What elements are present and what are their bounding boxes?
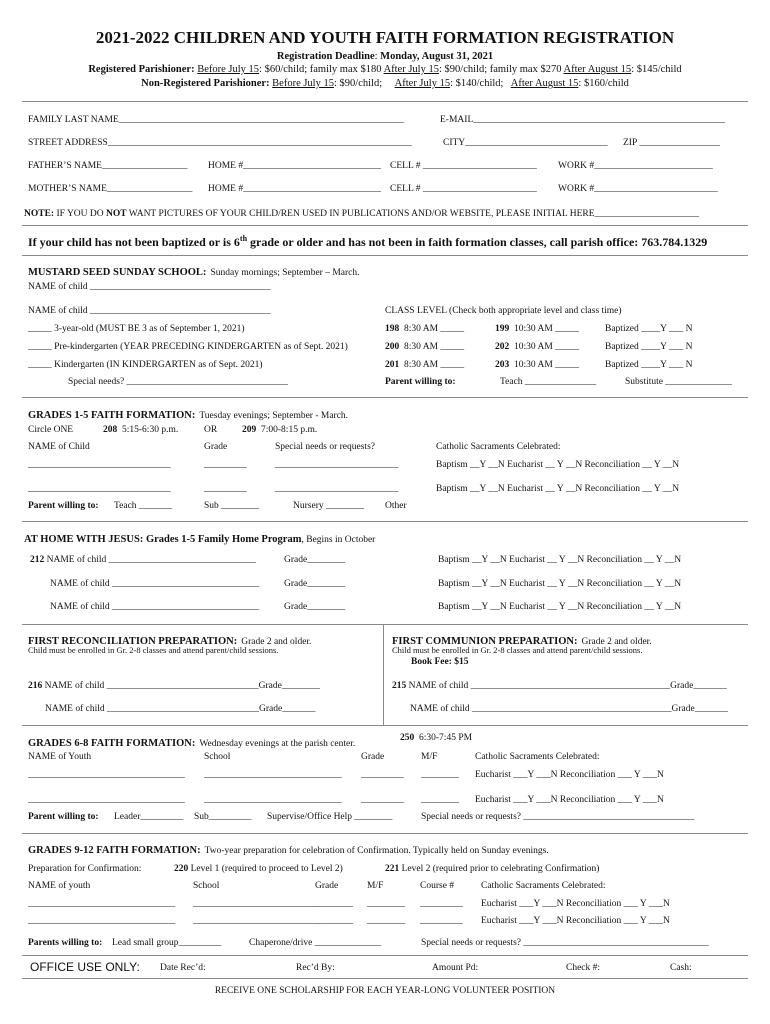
name-of-child-header: NAME of Child [28, 442, 90, 452]
divider [22, 978, 748, 979]
reconciliation-child-1[interactable]: 216 NAME of child ________________________________Grade________ [28, 681, 320, 691]
sacraments-header: Catholic Sacraments Celebrated: [475, 752, 600, 762]
divider [22, 225, 748, 226]
session-209[interactable]: 209 7:00-8:15 p.m. [242, 425, 318, 435]
g912-special-needs-field[interactable]: Special needs or requests? _______________________________________ [421, 938, 709, 948]
circle-one-label: Circle ONE [28, 425, 74, 435]
g912-grade-2[interactable]: ________ [315, 916, 353, 926]
at-home-heading: AT HOME WITH JESUS: Grades 1-5 Family Home Program, Begins in October [24, 534, 376, 545]
communion-child-2[interactable]: NAME of child __________________________________________Grade_______ [410, 704, 728, 714]
divider [22, 725, 748, 726]
zip-field[interactable]: ZIP _________________ [623, 138, 721, 148]
email-field[interactable]: E-MAIL_____________________________________________________ [440, 115, 725, 125]
cash-field[interactable]: Cash: [670, 963, 692, 973]
father-cell-phone-field[interactable]: CELL # ________________________ [390, 161, 537, 171]
mf-header: M/F [367, 881, 384, 891]
mustard-child-name-1[interactable]: NAME of child ______________________________________ [28, 282, 271, 292]
g912-youth-name-2[interactable]: _______________________________ [28, 916, 176, 926]
g68-special-needs-field[interactable]: Special needs or requests? ____________________________________ [421, 812, 695, 822]
g15-teach-field[interactable]: Teach _______ [114, 501, 173, 511]
g68-youth-name-2[interactable]: _________________________________ [28, 795, 185, 805]
photo-consent-note[interactable]: NOTE: IF YOU DO NOT WANT PICTURES OF YOUR CHILD/REN USED IN PUBLICATIONS AND/OR WEBSITE, PLEASE INITIAL HERE______________________ [24, 209, 700, 219]
athome-child-1[interactable]: 212 NAME of child _______________________________ [30, 555, 256, 565]
sacraments-header: Catholic Sacraments Celebrated: [481, 881, 606, 891]
g68-school-2[interactable]: _____________________________ [204, 795, 342, 805]
g15-grade-1[interactable]: _________ [204, 460, 247, 470]
communion-child-1[interactable]: 215 NAME of child __________________________________________Grade_______ [392, 681, 727, 691]
father-work-phone-field[interactable]: WORK #_________________________ [558, 161, 713, 171]
received-by-field[interactable]: Rec’d By: [296, 963, 335, 973]
divider [22, 955, 748, 956]
g15-special-1[interactable]: __________________________ [275, 460, 399, 470]
baptized-yn-3[interactable]: Baptized ____Y ___ N [605, 360, 693, 370]
reconciliation-description: Child must be enrolled in Gr. 2-8 classes and attend parent/child sessions. [28, 645, 279, 655]
g68-school-1[interactable]: _____________________________ [204, 770, 342, 780]
baptized-yn-2[interactable]: Baptized ____Y ___ N [605, 342, 693, 352]
divider [22, 101, 748, 102]
mf-header: M/F [421, 752, 438, 762]
athome-grade-1[interactable]: Grade________ [284, 555, 346, 565]
divider [22, 255, 748, 256]
g15-sub-field[interactable]: Sub ________ [204, 501, 260, 511]
mother-cell-phone-field[interactable]: CELL # ________________________ [390, 184, 537, 194]
g68-sub-field[interactable]: Sub_________ [194, 812, 252, 822]
level-220[interactable]: 220 Level 1 (required to proceed to Level 2) [174, 864, 343, 874]
mustard-seed-heading: MUSTARD SEED SUNDAY SCHOOL: Sunday mornings; September – March. [28, 267, 360, 278]
g15-nursery-field[interactable]: Nursery ________ [293, 501, 364, 511]
amount-paid-field[interactable]: Amount Pd: [432, 963, 479, 973]
class-202[interactable]: 202 10:30 AM _____ [495, 342, 579, 352]
g912-mf-2[interactable]: ________ [367, 916, 405, 926]
g68-mf-2[interactable]: ________ [421, 795, 459, 805]
g912-parents-willing-label: Parents willing to: [28, 938, 103, 948]
registration-deadline: Registration Deadline: Monday, August 31, 2021 [276, 51, 494, 62]
check-number-field[interactable]: Check #: [566, 963, 601, 973]
g912-course-2[interactable]: _________ [420, 916, 463, 926]
g68-grade-2[interactable]: _________ [361, 795, 404, 805]
g15-special-2[interactable]: __________________________ [275, 484, 399, 494]
communion-description: Child must be enrolled in Gr. 2-8 classes and attend parent/child sessions. [392, 645, 643, 655]
mustard-teach-field[interactable]: Teach _______________ [500, 377, 597, 387]
g15-sacraments-2[interactable]: Baptism __Y __N Eucharist __ Y __N Reconciliation __ Y __N [436, 484, 680, 494]
father-name-field[interactable]: FATHER’S NAME__________________ [28, 161, 188, 171]
divider [22, 521, 748, 522]
class-203[interactable]: 203 10:30 AM _____ [495, 360, 579, 370]
school-header: School [204, 752, 231, 762]
g68-youth-name-1[interactable]: _________________________________ [28, 770, 185, 780]
family-last-name-field[interactable]: FAMILY LAST NAME____________________________________________________________ [28, 115, 404, 125]
baptized-yn-1[interactable]: Baptized ____Y ___ N [605, 324, 693, 334]
g912-grade-1[interactable]: ________ [315, 899, 353, 909]
grade-header: Grade [361, 752, 385, 762]
course-header: Course # [420, 881, 455, 891]
athome-sacraments-2[interactable]: Baptism __Y __N Eucharist __ Y __N Reconciliation __ Y __N [438, 579, 682, 589]
grades-6-8-heading: GRADES 6-8 FAITH FORMATION: Wednesday evenings at the parish center. [28, 738, 356, 749]
g912-school-1[interactable]: ___________________________ [193, 899, 322, 909]
level-221[interactable]: 221 Level 2 (required prior to celebrating Confirmation) [385, 864, 600, 874]
special-needs-header: Special needs or requests? [275, 442, 375, 452]
athome-sacraments-1[interactable]: Baptism __Y __N Eucharist __ Y __N Reconciliation __ Y __N [438, 555, 682, 565]
divider [22, 624, 748, 625]
mother-home-phone-field[interactable]: HOME #_____________________________ [208, 184, 381, 194]
g68-supervise-field[interactable]: Supervise/Office Help ________ [267, 812, 393, 822]
g15-child-name-2[interactable]: ______________________________ [28, 484, 171, 494]
class-198[interactable]: 198 8:30 AM _____ [385, 324, 465, 334]
g68-parent-willing-label: Parent willing to: [28, 812, 99, 822]
father-home-phone-field[interactable]: HOME #_____________________________ [208, 161, 381, 171]
athome-grade-2[interactable]: Grade________ [284, 579, 346, 589]
scholarship-footer: RECEIVE ONE SCHOLARSHIP FOR EACH YEAR-LONG VOLUNTEER POSITION [214, 986, 556, 996]
reconciliation-child-2[interactable]: NAME of child ________________________________Grade_______ [45, 704, 316, 714]
g68-leader-field[interactable]: Leader_________ [114, 812, 184, 822]
session-250[interactable]: 250 6:30-7:45 PM [400, 733, 473, 743]
g15-parent-willing-label: Parent willing to: [28, 501, 99, 511]
g68-sacraments-2[interactable]: Eucharist ___Y ___N Reconciliation ___ Y ___N [475, 795, 664, 805]
grades-9-12-heading: GRADES 9-12 FAITH FORMATION: Two-year preparation for celebration of Confirmation. Typically held on Sunday evenings. [28, 845, 549, 856]
g912-youth-name-1[interactable]: _______________________________ [28, 899, 176, 909]
kindergarten-option[interactable]: _____ Kindergarten (IN KINDERGARTEN as of Sept. 2021) [28, 360, 263, 370]
class-level-label: CLASS LEVEL (Check both appropriate level and class time) [385, 306, 622, 316]
nonregistered-parishioner-fees: Non-Registered Parishioner: Before July 15: $90/child; After July 15: $140/child; After August 15: $160/child [141, 78, 629, 89]
page-title: 2021-2022 CHILDREN AND YOUTH FAITH FORMATION REGISTRATION [95, 28, 675, 47]
g15-other-field[interactable]: Other [385, 501, 407, 511]
baptism-notice: If your child has not been baptized or is 6th grade or older and has not been in faith formation classes, call parish office: 763.784.1329 [28, 234, 708, 249]
prekindergarten-option[interactable]: _____ Pre-kindergarten (YEAR PRECEDING KINDERGARTEN as of Sept. 2021) [28, 342, 348, 352]
g912-course-1[interactable]: _________ [420, 899, 463, 909]
mustard-special-needs-field[interactable]: Special needs? __________________________________ [68, 377, 289, 387]
athome-child-2[interactable]: NAME of child _______________________________ [50, 579, 260, 589]
grade-header: Grade [315, 881, 339, 891]
grades-1-5-heading: GRADES 1-5 FAITH FORMATION: Tuesday evenings; September - March. [28, 410, 349, 421]
book-fee: Book Fee: $15 [411, 657, 469, 667]
mustard-parent-willing-label: Parent willing to: [385, 377, 456, 387]
column-divider [383, 624, 384, 725]
communion-heading: FIRST COMMUNION PREPARATION: Grade 2 and older. [392, 636, 652, 647]
grade-header: Grade [204, 442, 228, 452]
mustard-child-name-2[interactable]: NAME of child ______________________________________ [28, 306, 271, 316]
session-208[interactable]: 208 5:15-6:30 p.m. [103, 425, 179, 435]
date-received-field[interactable]: Date Rec’d: [160, 963, 206, 973]
g912-school-2[interactable]: ___________________________ [193, 916, 322, 926]
sacraments-header: Catholic Sacraments Celebrated: [436, 442, 561, 452]
g912-mf-1[interactable]: ________ [367, 899, 405, 909]
name-of-youth-header: NAME of youth [28, 881, 91, 891]
city-field[interactable]: CITY______________________________ [443, 138, 608, 148]
g912-lead-small-group-field[interactable]: Lead small group_________ [112, 938, 222, 948]
g68-mf-1[interactable]: ________ [421, 770, 459, 780]
class-201[interactable]: 201 8:30 AM _____ [385, 360, 465, 370]
g68-sacraments-1[interactable]: Eucharist ___Y ___N Reconciliation ___ Y ___N [475, 770, 664, 780]
school-header: School [193, 881, 220, 891]
g15-grade-2[interactable]: _________ [204, 484, 247, 494]
divider [22, 397, 748, 398]
mustard-substitute-field[interactable]: Substitute ______________ [625, 377, 732, 387]
reconciliation-heading: FIRST RECONCILIATION PREPARATION: Grade 2 and older. [28, 636, 312, 647]
g15-sacraments-1[interactable]: Baptism __Y __N Eucharist __ Y __N Reconciliation __ Y __N [436, 460, 680, 470]
class-200[interactable]: 200 8:30 AM _____ [385, 342, 465, 352]
athome-grade-3[interactable]: Grade________ [284, 602, 346, 612]
g68-grade-1[interactable]: _________ [361, 770, 404, 780]
g912-sacraments-1[interactable]: Eucharist ___Y ___N Reconciliation ___ Y ___N [481, 899, 670, 909]
name-of-youth-header: NAME of Youth [28, 752, 92, 762]
g912-sacraments-2[interactable]: Eucharist ___Y ___N Reconciliation ___ Y ___N [481, 916, 670, 926]
class-199[interactable]: 199 10:30 AM _____ [495, 324, 579, 334]
athome-child-3[interactable]: NAME of child _______________________________ [50, 602, 260, 612]
divider [22, 833, 748, 834]
registered-parishioner-fees: Registered Parishioner: Before July 15: $60/child; family max $180 After July 15: $90/child; family max $270 After August 15: $145/child [88, 64, 682, 75]
or-label: OR [204, 425, 218, 435]
athome-sacraments-3[interactable]: Baptism __Y __N Eucharist __ Y __N Reconciliation __ Y __N [438, 602, 682, 612]
mother-work-phone-field[interactable]: WORK #__________________________ [558, 184, 718, 194]
g912-chaperone-field[interactable]: Chaperone/drive ______________ [249, 938, 382, 948]
office-use-label: OFFICE USE ONLY: [30, 960, 140, 974]
three-year-old-option[interactable]: _____ 3-year-old (MUST BE 3 as of September 1, 2021) [28, 324, 245, 334]
mother-name-field[interactable]: MOTHER’S NAME__________________ [28, 184, 193, 194]
street-address-field[interactable]: STREET ADDRESS________________________________________________________________ [28, 138, 412, 148]
confirmation-prep-label: Preparation for Confirmation: [28, 864, 142, 874]
g15-child-name-1[interactable]: ______________________________ [28, 460, 171, 470]
